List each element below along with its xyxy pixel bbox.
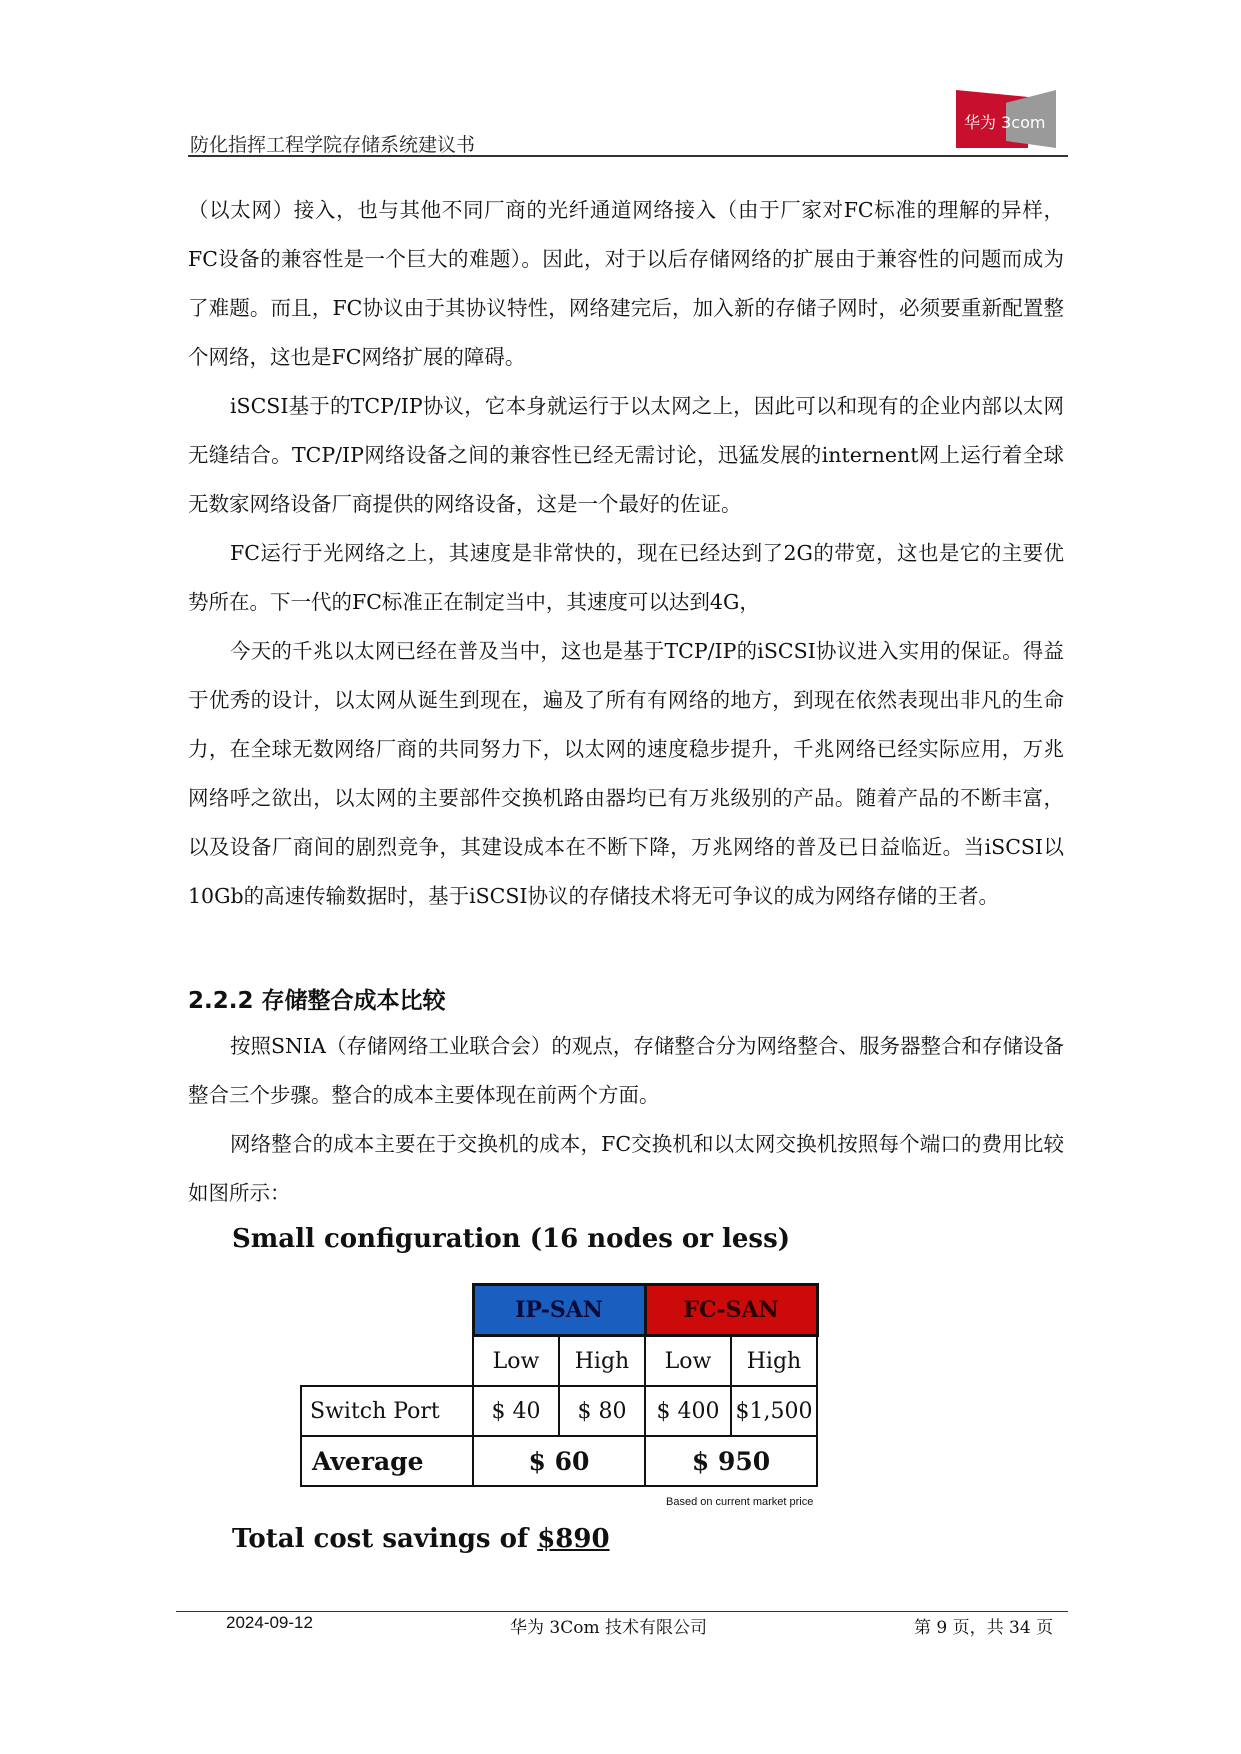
sub-header-low: Low xyxy=(473,1336,559,1387)
footer-page-number: 第 9 页，共 34 页 xyxy=(914,1618,1054,1638)
total-savings xyxy=(232,1524,610,1554)
average-label: Average xyxy=(301,1436,473,1486)
ip-san-header: IP-SAN xyxy=(473,1285,645,1336)
sub-header-high: High xyxy=(559,1336,645,1387)
cost-comparison-table xyxy=(300,1283,819,1487)
paragraph: FC运行于光网络之上，其速度是非常快的，现在已经达到了2G的带宽，这也是它的主要优势所在。下一代的FC标准正在制定当中，其速度可以达到4G， xyxy=(188,541,1064,614)
table-note: Based on current market price xyxy=(666,1496,814,1508)
company-logo xyxy=(956,90,1056,148)
table-cell: $ 80 xyxy=(559,1386,645,1436)
total-savings-prefix: Total cost savings of xyxy=(232,1524,538,1554)
section-body-text xyxy=(188,1022,1064,1218)
sub-header-low: Low xyxy=(645,1336,731,1387)
paragraph: 网络整合的成本主要在于交换机的成本，FC交换机和以太网交换机按照每个端口的费用比较如图所示： xyxy=(188,1132,1064,1205)
footer-rule xyxy=(176,1611,1068,1612)
paragraph: 按照SNIA（存储网络工业联合会）的观点，存储整合分为网络整合、服务器整合和存储设备整合三个步骤。整合的成本主要体现在前两个方面。 xyxy=(188,1034,1064,1107)
section-heading: 2.2.2 存储整合成本比较 xyxy=(188,988,446,1014)
body-text xyxy=(188,186,1064,921)
table-cell: $ 400 xyxy=(645,1386,731,1436)
switch-port-label: Switch Port xyxy=(301,1386,473,1436)
logo-text: 华为 3com xyxy=(964,113,1046,132)
footer-date: 2024-09-12 xyxy=(226,1613,313,1632)
average-fc-value: $ 950 xyxy=(645,1436,817,1486)
average-ip-value: $ 60 xyxy=(473,1436,645,1486)
table-cell: $ 40 xyxy=(473,1386,559,1436)
sub-header-high: High xyxy=(731,1336,817,1387)
table-cell: $1,500 xyxy=(731,1386,817,1436)
header-rule xyxy=(188,155,1068,157)
paragraph: iSCSI基于的TCP/IP协议，它本身就运行于以太网之上，因此可以和现有的企业内部以太网无缝结合。TCP/IP网络设备之间的兼容性已经无需讨论，迅猛发展的internent网上运行着全球无数家网络设备厂商提供的网络设备，这是一个最好的佐证。 xyxy=(188,394,1064,516)
total-savings-amount: $890 xyxy=(537,1524,610,1554)
fc-san-header: FC-SAN xyxy=(645,1285,817,1336)
figure-title: Small configuration (16 nodes or less) xyxy=(232,1224,791,1254)
paragraph: （以太网）接入，也与其他不同厂商的光纤通道网络接入（由于厂家对FC标准的理解的异样，FC设备的兼容性是一个巨大的难题）。因此，对于以后存储网络的扩展由于兼容性的问题而成为了难题。而且，FC协议由于其协议特性，网络建完后，加入新的存储子网时，必须要重新配置整个网络，这也是FC网络扩展的障碍。 xyxy=(188,198,1064,369)
document-header-title: 防化指挥工程学院存储系统建议书 xyxy=(190,134,476,156)
footer-company: 华为 3Com 技术有限公司 xyxy=(510,1618,707,1638)
paragraph: 今天的千兆以太网已经在普及当中，这也是基于TCP/IP的iSCSI协议进入实用的保证。得益于优秀的设计，以太网从诞生到现在，遍及了所有有网络的地方，到现在依然表现出非凡的生命力，在全球无数网络厂商的共同努力下，以太网的速度稳步提升，千兆网络已经实际应用，万兆网络呼之欲出，以太网的主要部件交换机路由器均已有万兆级别的产品。随着产品的不断丰富，以及设备厂商间的剧烈竞争，其建设成本在不断下降，万兆网络的普及已日益临近。当iSCSI以10Gb的高速传输数据时，基于iSCSI协议的存储技术将无可争议的成为网络存储的王者。 xyxy=(188,639,1064,908)
